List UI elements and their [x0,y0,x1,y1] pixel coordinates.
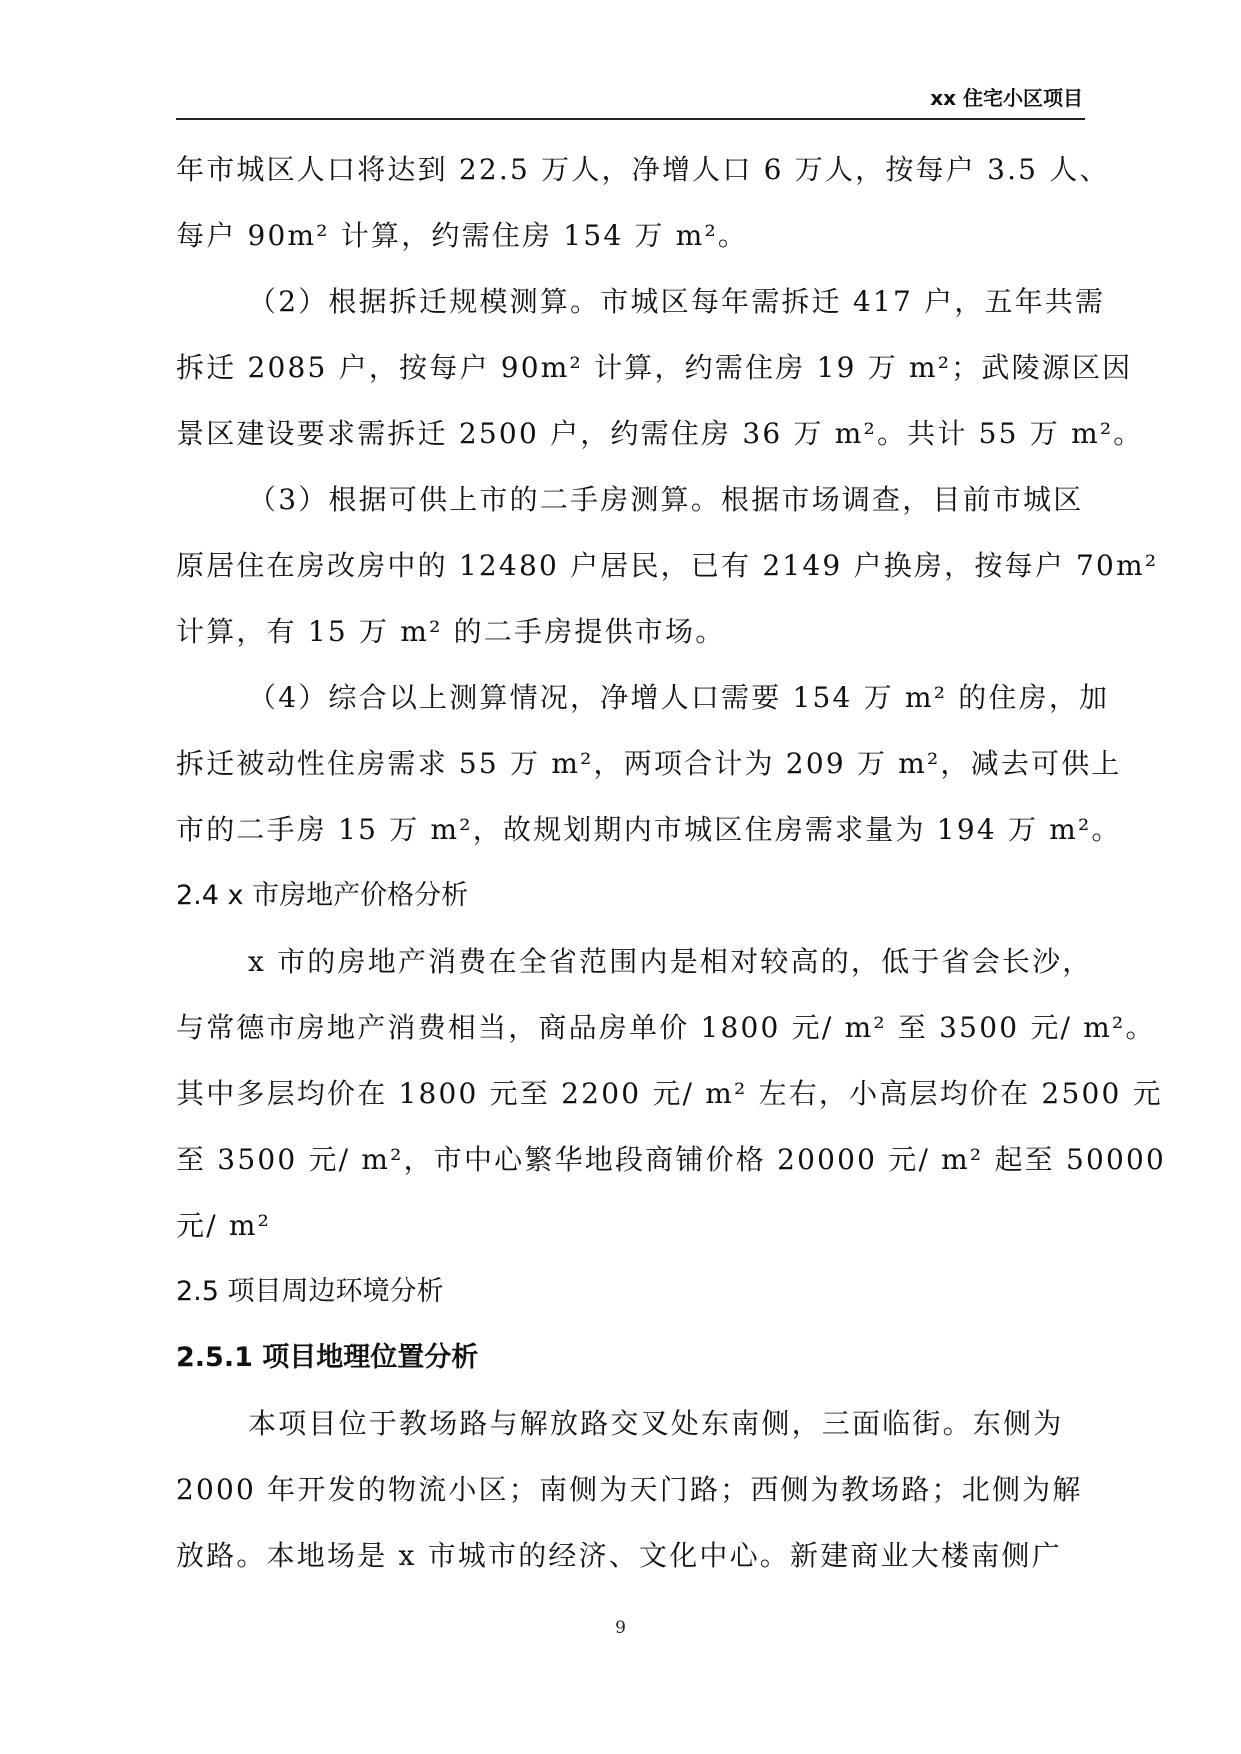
paragraph-line: 放路。本地场是 x 市城市的经济、文化中心。新建商业大楼南侧广 [176,1539,1062,1572]
paragraph-line: 与常德市房地产消费相当，商品房单价 1800 元/ m² 至 3500 元/ m²。 [176,1011,1156,1044]
paragraph-line: 景区建设要求需拆迁 2500 户，约需住房 36 万 m²。共计 55 万 m²。 [176,417,1144,450]
header-divider [176,118,1085,120]
paragraph-line: 本项目位于教场路与解放路交叉处东南侧，三面临街。东侧为 [248,1407,1064,1440]
paragraph-line: 其中多层均价在 1800 元至 2200 元/ m² 左右，小高层均价在 2500 元 [176,1077,1163,1110]
paragraph-line: 拆迁被动性住房需求 55 万 m²，两项合计为 209 万 m²，减去可供上 [176,747,1122,780]
paragraph-line: 元/ m² [176,1209,272,1242]
running-header: xx 住宅小区项目 [930,86,1083,110]
paragraph-line: 原居住在房改房中的 12480 户居民，已有 2149 户换房，按每户 70m² [176,549,1159,582]
paragraph-line: （2）根据拆迁规模测算。市城区每年需拆迁 417 户，五年共需 [248,285,1106,318]
paragraph-line: 拆迁 2085 户，按每户 90m² 计算，约需住房 19 万 m²；武陵源区因 [176,351,1133,384]
paragraph-line: 每户 90m² 计算，约需住房 154 万 m²。 [176,219,749,252]
page-number: 9 [615,1618,626,1638]
paragraph-line: 市的二手房 15 万 m²，故规划期内市城区住房需求量为 194 万 m²。 [176,813,1122,846]
section-heading: 2.5 项目周边环境分析 [176,1276,444,1307]
paragraph-line: 年市城区人口将达到 22.5 万人，净增人口 6 万人，按每户 3.5 人、 [176,153,1110,186]
paragraph-line: 2000 年开发的物流小区；南侧为天门路；西侧为教场路；北侧为解 [176,1473,1083,1506]
document-body [176,152,1167,1604]
section-heading: 2.4 x 市房地产价格分析 [176,880,469,911]
paragraph-line: x 市的房地产消费在全省范围内是相对较高的，低于省会长沙， [248,945,1093,978]
paragraph-line: 至 3500 元/ m²，市中心繁华地段商铺价格 20000 元/ m² 起至 50000 [176,1143,1167,1176]
paragraph-line: 计算，有 15 万 m² 的二手房提供市场。 [176,615,726,648]
paragraph-line: （3）根据可供上市的二手房测算。根据市场调查，目前市城区 [248,483,1084,516]
subsection-heading: 2.5.1 项目地理位置分析 [176,1342,479,1373]
paragraph-line: （4）综合以上测算情况，净增人口需要 154 万 m² 的住房，加 [248,681,1110,714]
